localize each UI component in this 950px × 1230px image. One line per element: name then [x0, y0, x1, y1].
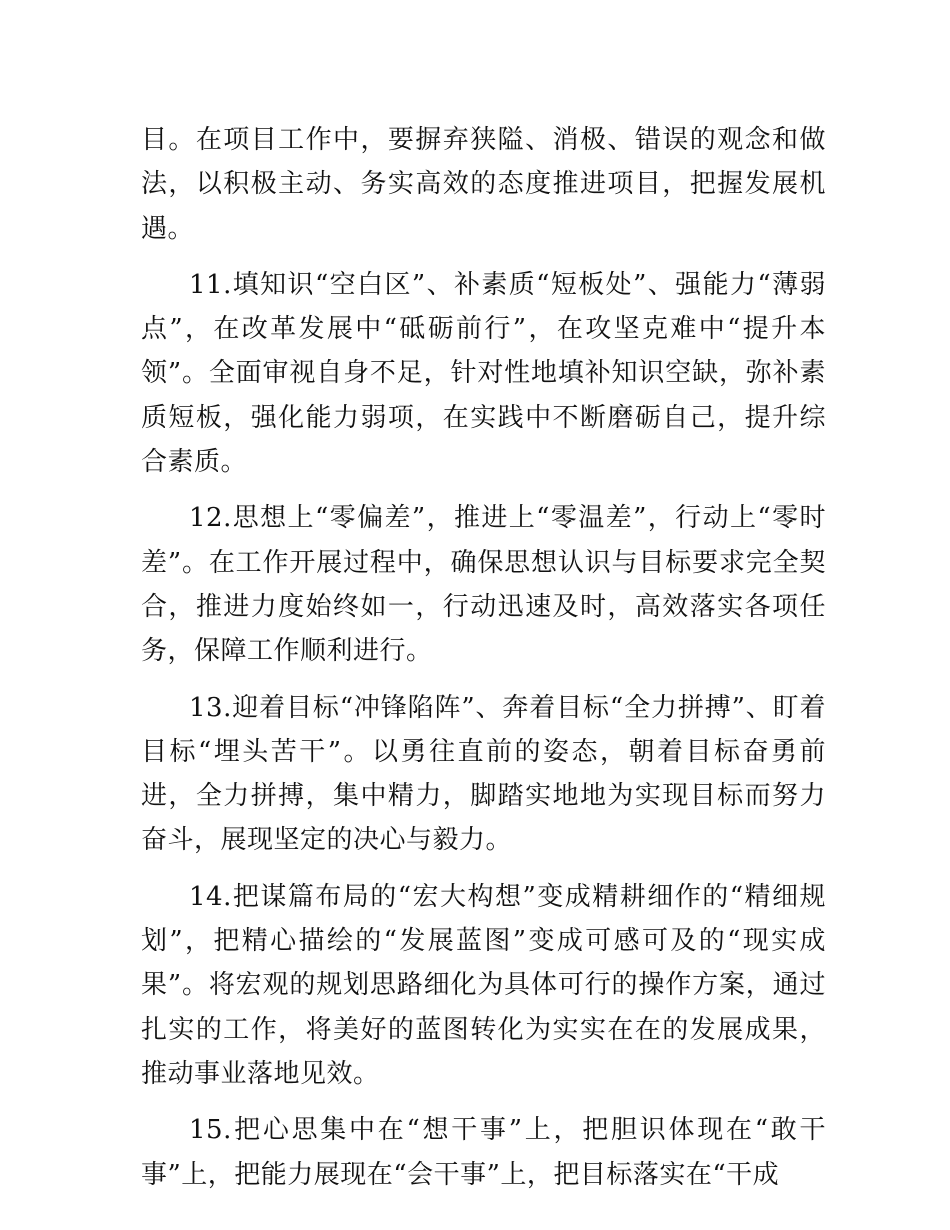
paragraph-item-15: 15.把心思集中在“想干事”上，把胆识体现在“敢干事”上，把能力展现在“会干事”上，把目标落实在“干成 — [141, 1115, 826, 1190]
paragraph-item-11: 11.填知识“空白区”、补素质“短板处”、强能力“薄弱点”，在改革发展中“砥砺前行”，在攻坚克难中“提升本领”。全面审视自身不足，针对性地填补知识空缺，弥补素质短板，强化能力弱项，在实践中不断磨砺自己，提升综合素质。 — [141, 269, 826, 478]
document-body — [141, 118, 826, 1209]
paragraph-item-12: 12.思想上“零偏差”，推进上“零温差”，行动上“零时差”。在工作开展过程中，确保思想认识与目标要求完全契合，推进力度始终如一，行动迅速及时，高效落实各项任务，保障工作顺利进行。 — [141, 503, 826, 667]
paragraph-item-13: 13.迎着目标“冲锋陷阵”、奔着目标“全力拼搏”、盯着目标“埋头苦干”。以勇往直前的姿态，朝着目标奋勇前进，全力拼搏，集中精力，脚踏实地地为实现目标而努力奋斗，展现坚定的决心与毅力。 — [141, 692, 826, 856]
paragraph-item-14: 14.把谋篇布局的“宏大构想”变成精耕细作的“精细规划”，把精心描绘的“发展蓝图”变成可感可及的“现实成果”。将宏观的规划思路细化为具体可行的操作方案，通过扎实的工作，将美好的蓝图转化为实实在在的发展成果，推动事业落地见效。 — [141, 881, 826, 1089]
paragraph-continued: 目。在项目工作中，要摒弃狭隘、消极、错误的观念和做法，以积极主动、务实高效的态度推进项目，把握发展机遇。 — [141, 125, 826, 244]
